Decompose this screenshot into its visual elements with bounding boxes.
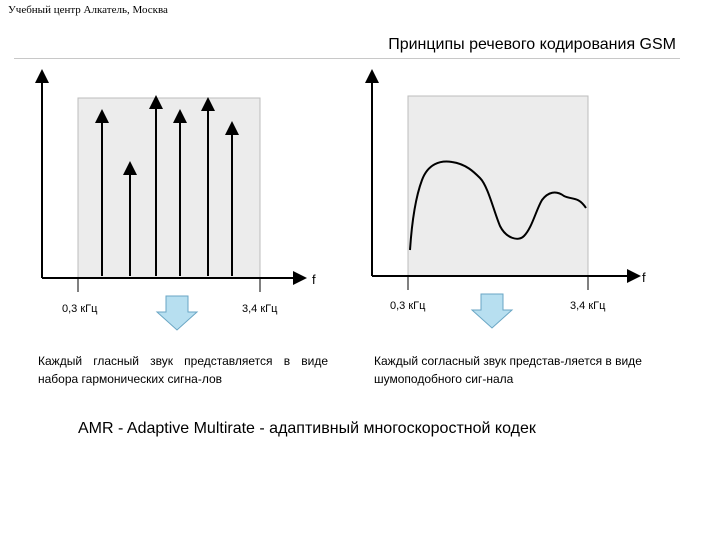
low-frequency-label: 0,3 кГц: [390, 300, 426, 312]
organization-header: Учебный центр Алкатель, Москва: [8, 4, 168, 16]
slide-title: Принципы речевого кодирования GSM: [388, 36, 676, 53]
vowel-caption: Каждый гласный звук представляется в виде набора гармонических сигна-лов: [38, 354, 328, 386]
consonant-caption: Каждый согласный звук представ-ляется в виде шумоподобного сиг-нала: [374, 354, 642, 386]
harmonic-spectrum-panel: [42, 76, 316, 330]
down-arrow-icon: [472, 294, 512, 328]
codec-footer: AMR - Adaptive Multirate - адаптивный многоскоростной кодек: [78, 420, 536, 437]
high-frequency-label: 3,4 кГц: [242, 303, 278, 315]
frequency-axis-label: f: [312, 272, 316, 287]
noise-spectrum-panel: [372, 76, 646, 328]
down-arrow-icon: [157, 296, 197, 330]
frequency-axis-label: f: [642, 270, 646, 285]
high-frequency-label: 3,4 кГц: [570, 300, 606, 312]
low-frequency-label: 0,3 кГц: [62, 303, 98, 315]
passband-region: [408, 96, 588, 276]
